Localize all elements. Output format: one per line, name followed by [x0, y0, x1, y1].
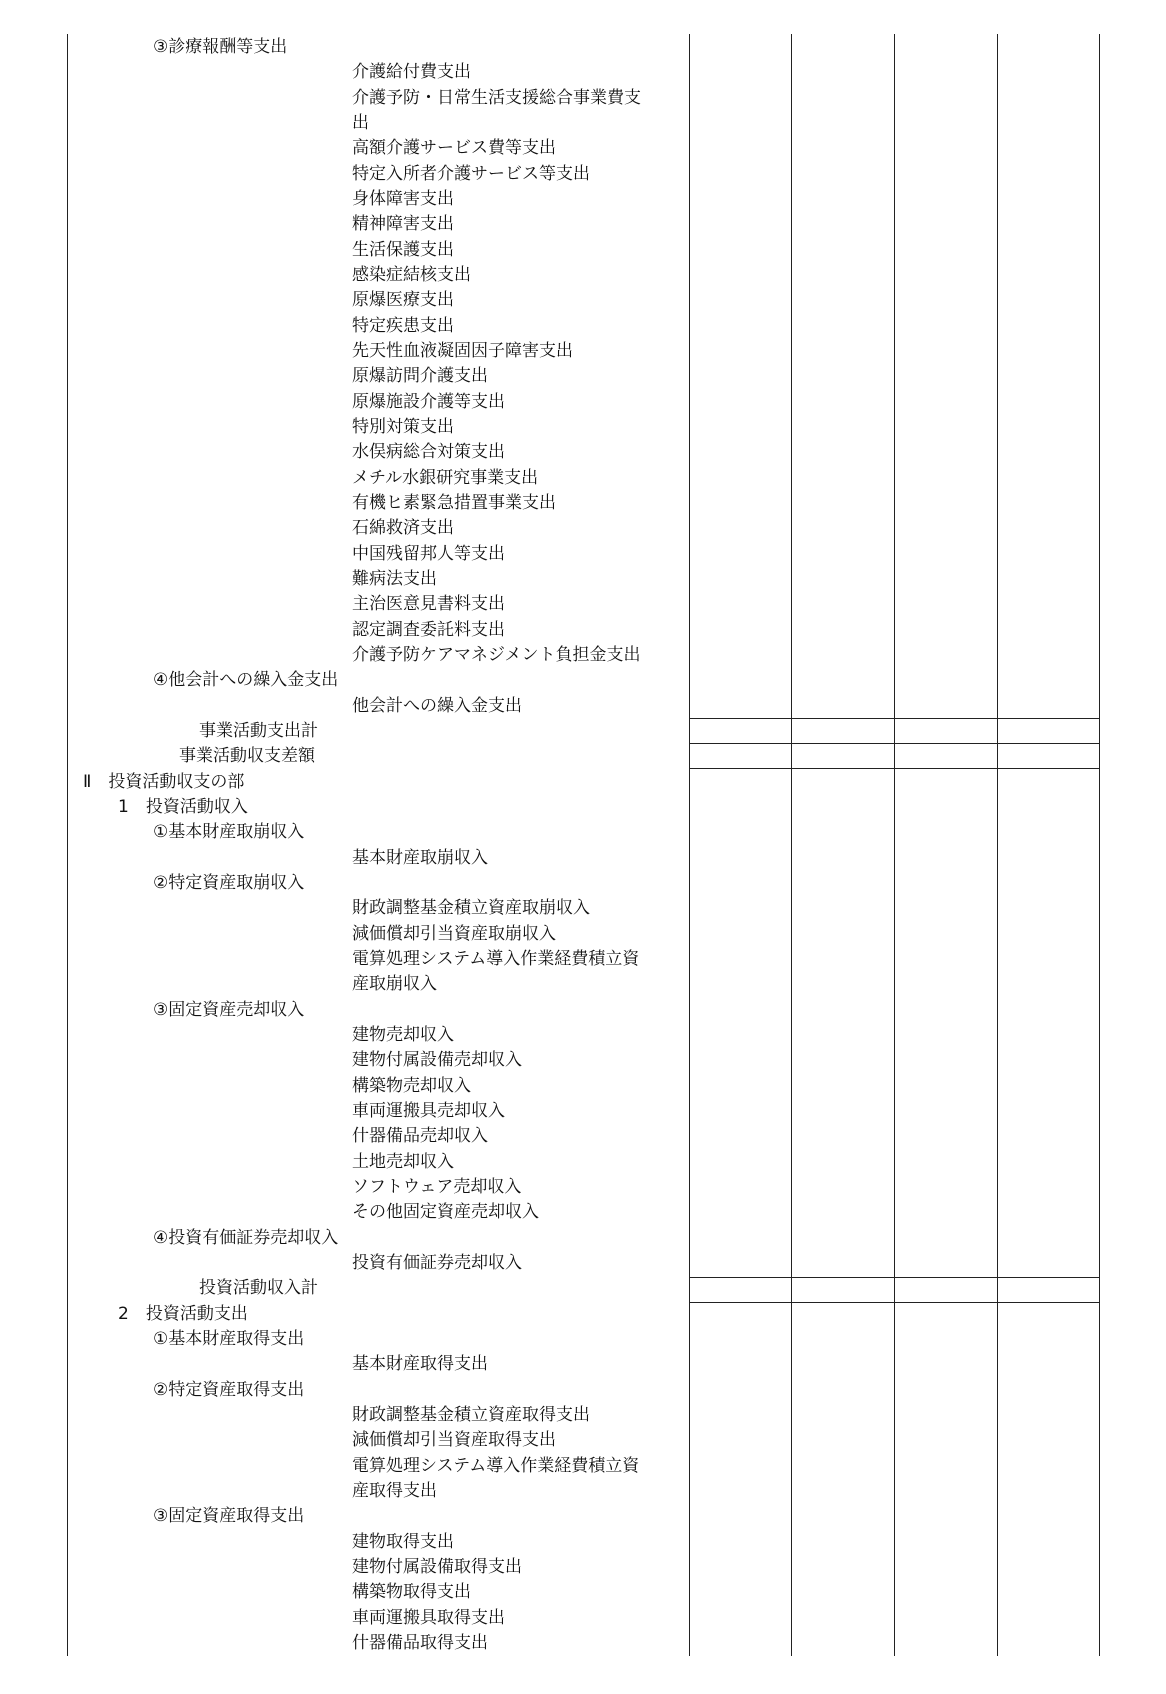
column-divider — [791, 34, 792, 1656]
table-row-label: 電算処理システム導入作業経費積立資 — [352, 1455, 640, 1476]
table-row-label: 介護給付費支出 — [352, 62, 471, 83]
table-row-label: 建物付属設備売却収入 — [352, 1050, 522, 1071]
table-row-label: 基本財産取得支出 — [352, 1354, 488, 1375]
table-row-label: 構築物取得支出 — [352, 1582, 471, 1603]
table-row-label: 中国残留邦人等支出 — [352, 543, 505, 564]
table-row-label: ②特定資産取崩収入 — [153, 872, 305, 893]
table-row-label: 精神障害支出 — [352, 214, 454, 235]
table-row-label: 介護予防ケアマネジメント負担金支出 — [352, 644, 641, 665]
table-right-border — [1099, 34, 1100, 1656]
table-row-label: 産取崩収入 — [352, 974, 437, 995]
table-row-label: 特定入所者介護サービス等支出 — [352, 163, 590, 184]
table-row-label: 減価償却引当資産取崩収入 — [352, 923, 556, 944]
table-row-label: 1 投資活動収入 — [118, 796, 248, 817]
table-row-label: 身体障害支出 — [352, 189, 454, 209]
table-row-label: 原爆医療支出 — [352, 290, 454, 311]
table-row-label: 基本財産取崩収入 — [352, 847, 488, 868]
table-row-label: 介護予防・日常生活支援総合事業費支 — [352, 87, 641, 108]
table-row-label: ④他会計への繰入金支出 — [153, 670, 339, 691]
table-row-label: 2 投資活動支出 — [118, 1303, 248, 1324]
table-row-label: 事業活動支出計 — [199, 720, 318, 741]
table-row-label: 建物売却収入 — [352, 1024, 454, 1045]
table-row-label: 事業活動収支差額 — [179, 746, 315, 767]
table-row-label: 建物取得支出 — [352, 1531, 454, 1552]
diff-row-bottom-line — [689, 768, 1100, 769]
table-row-label: ③診療報酬等支出 — [153, 37, 288, 57]
table-row-label: 難病法支出 — [352, 568, 437, 589]
table-row-label: 電算処理システム導入作業経費積立資 — [352, 948, 640, 969]
table-row-label: 什器備品売却収入 — [352, 1126, 488, 1147]
table-row-label: その他固定資産売却収入 — [352, 1202, 539, 1223]
total-row-top-line — [689, 718, 1100, 719]
table-row-label: 什器備品取得支出 — [352, 1632, 488, 1653]
table-row-label: 減価償却引当資産取得支出 — [352, 1430, 556, 1451]
table-row-label: 車両運搬具取得支出 — [352, 1607, 505, 1628]
table-row-label: Ⅱ 投資活動収支の部 — [83, 771, 245, 792]
table-row-label: ④投資有価証券売却収入 — [153, 1227, 339, 1248]
table-row-label: ③固定資産取得支出 — [153, 1506, 305, 1527]
table-row-label: 特別対策支出 — [352, 416, 454, 437]
table-row-label: 特定疾患支出 — [352, 315, 454, 336]
table-row-label: 出 — [352, 113, 369, 133]
table-row-label: 投資活動収入計 — [199, 1278, 318, 1299]
table-row-label: メチル水銀研究事業支出 — [352, 467, 539, 488]
table-row-label: 感染症結核支出 — [352, 265, 471, 285]
table-left-border — [67, 34, 68, 1656]
table-row-label: 財政調整基金積立資産取崩収入 — [352, 898, 590, 919]
table-row-label: 有機ヒ素緊急措置事業支出 — [352, 492, 556, 513]
table-row-label: ①基本財産取崩収入 — [153, 822, 305, 843]
table-row-label: 認定調査委託料支出 — [352, 619, 505, 640]
table-row-label: 生活保護支出 — [352, 239, 454, 260]
table-row-label: ③固定資産売却収入 — [153, 999, 305, 1020]
table-row-label: 他会計への繰入金支出 — [352, 695, 522, 716]
table-row-label: 投資有価証券売却収入 — [352, 1252, 522, 1273]
table-row-label: ①基本財産取得支出 — [153, 1328, 305, 1349]
table-row-label: 建物付属設備取得支出 — [352, 1556, 522, 1577]
total-row-bottom-line — [689, 1302, 1100, 1303]
table-row-label: 財政調整基金積立資産取得支出 — [352, 1404, 590, 1425]
total-row-top-line — [689, 1277, 1100, 1278]
column-divider — [894, 34, 895, 1656]
table-row-label: 産取得支出 — [352, 1480, 437, 1501]
table-row-label: 高額介護サービス費等支出 — [352, 138, 556, 159]
table-row-label: 車両運搬具売却収入 — [352, 1100, 505, 1121]
table-row-label: 主治医意見書料支出 — [352, 594, 505, 615]
total-row-bottom-line — [689, 743, 1100, 744]
table-row-label: 原爆訪問介護支出 — [352, 366, 488, 387]
table-row-label: 原爆施設介護等支出 — [352, 391, 505, 412]
table-row-label: 石綿救済支出 — [352, 518, 454, 539]
column-divider — [689, 34, 690, 1656]
column-divider — [997, 34, 998, 1656]
table-row-label: 水俣病総合対策支出 — [352, 442, 505, 463]
table-row-label: 先天性血液凝固因子障害支出 — [352, 341, 573, 361]
table-row-label: 土地売却収入 — [352, 1151, 454, 1172]
table-row-label: ②特定資産取得支出 — [153, 1379, 305, 1400]
table-row-label: ソフトウェア売却収入 — [352, 1176, 522, 1197]
table-row-label: 構築物売却収入 — [352, 1075, 471, 1096]
